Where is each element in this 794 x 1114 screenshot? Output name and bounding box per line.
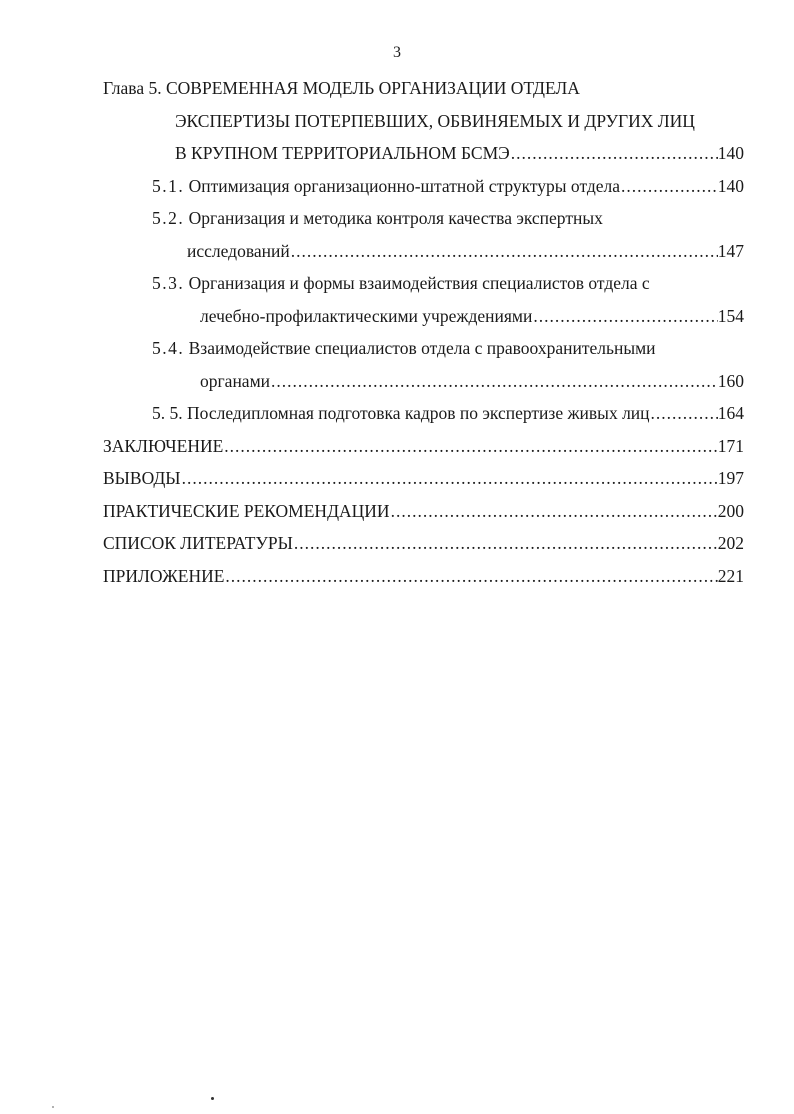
- toc-section-5-5: [103, 397, 744, 430]
- toc-page-ref: 200: [717, 500, 744, 521]
- section-title-cont: лечебно-профилактическими учреждениями: [200, 305, 533, 326]
- section-title-cont: органами: [200, 370, 271, 391]
- toc-appendix: [103, 560, 744, 593]
- toc-chapter-5-title-end: В КРУПНОМ ТЕРРИТОРИАЛЬНОМ БСМЭ: [175, 143, 510, 163]
- toc-recommendations: [103, 495, 744, 528]
- toc-page-ref: 202: [717, 533, 744, 553]
- scan-speck: [52, 1106, 54, 1108]
- toc-entry-title: ПРИЛОЖЕНИЕ: [103, 565, 225, 586]
- section-number: 5. 5.: [152, 403, 183, 423]
- toc-chapter-5-line-3: [103, 137, 744, 170]
- dot-leader: [532, 300, 717, 333]
- toc-conclusion: [103, 430, 744, 463]
- toc-chapter-5-line-1: [103, 72, 744, 105]
- toc-page-ref: 164: [717, 403, 744, 423]
- dot-leader: [223, 430, 717, 463]
- toc-page-ref: 147: [717, 240, 744, 261]
- section-title: Организация и методика контроля качества экспертных: [188, 208, 603, 228]
- toc-section-5-4-line-2: [103, 365, 744, 398]
- toc-section-5-3-line-2: [103, 300, 744, 333]
- page-number: 3: [393, 44, 401, 61]
- toc-section-5-2-line-2: [103, 235, 744, 268]
- dot-leader: [290, 235, 718, 268]
- section-title: Последипломная подготовка кадров по экспертизе живых лиц: [187, 403, 650, 423]
- scan-speck: [211, 1097, 214, 1100]
- section-number: 5.4.: [152, 338, 185, 358]
- section-number: 5.2.: [152, 208, 185, 228]
- dot-leader: [620, 170, 718, 203]
- dot-leader: [270, 365, 718, 398]
- toc-page-ref: 221: [717, 565, 744, 586]
- dot-leader: [510, 137, 718, 170]
- toc-chapter-5-line-2: [103, 105, 744, 138]
- dot-leader: [181, 462, 718, 495]
- toc-section-5-1: [103, 170, 744, 203]
- toc-chapter-5-title-cont: ЭКСПЕРТИЗЫ ПОТЕРПЕВШИХ, ОБВИНЯЕМЫХ И ДРУГИХ ЛИЦ: [175, 110, 695, 131]
- toc-section-5-2-line-1: [103, 202, 744, 235]
- toc-page-ref: 140: [717, 175, 744, 196]
- toc-page-ref: 154: [717, 305, 744, 326]
- section-title-cont: исследований: [187, 240, 290, 261]
- section-title: Организация и формы взаимодействия специалистов отдела с: [188, 273, 650, 293]
- toc-section-5-3-line-1: [103, 267, 744, 300]
- dot-leader: [293, 527, 718, 560]
- toc-page-ref: 140: [717, 143, 744, 163]
- toc-entry-title: ЗАКЛЮЧЕНИЕ: [103, 435, 224, 456]
- dot-leader: [390, 495, 718, 528]
- section-title: Оптимизация организационно-штатной структуры отдела: [188, 175, 621, 196]
- toc-references: [103, 527, 744, 560]
- section-number: 5.3.: [152, 273, 185, 293]
- toc-chapter-5-title: Глава 5. СОВРЕМЕННАЯ МОДЕЛЬ ОРГАНИЗАЦИИ ОТДЕЛА: [103, 78, 580, 98]
- toc-section-5-4-line-1: [103, 332, 744, 365]
- section-title: Взаимодействие специалистов отдела с правоохранительными: [188, 338, 656, 358]
- toc-page-ref: 160: [717, 370, 744, 391]
- toc-findings: [103, 462, 744, 495]
- dot-leader: [224, 560, 717, 593]
- section-number: 5.1.: [152, 175, 185, 196]
- toc-page-ref: 197: [717, 468, 744, 488]
- toc-entry-title: ВЫВОДЫ: [103, 468, 181, 488]
- toc-page-ref: 171: [717, 435, 744, 456]
- table-of-contents: [103, 72, 744, 592]
- toc-entry-title: СПИСОК ЛИТЕРАТУРЫ: [103, 533, 293, 553]
- toc-entry-title: ПРАКТИЧЕСКИЕ РЕКОМЕНДАЦИИ: [103, 500, 390, 521]
- dot-leader: [650, 397, 718, 430]
